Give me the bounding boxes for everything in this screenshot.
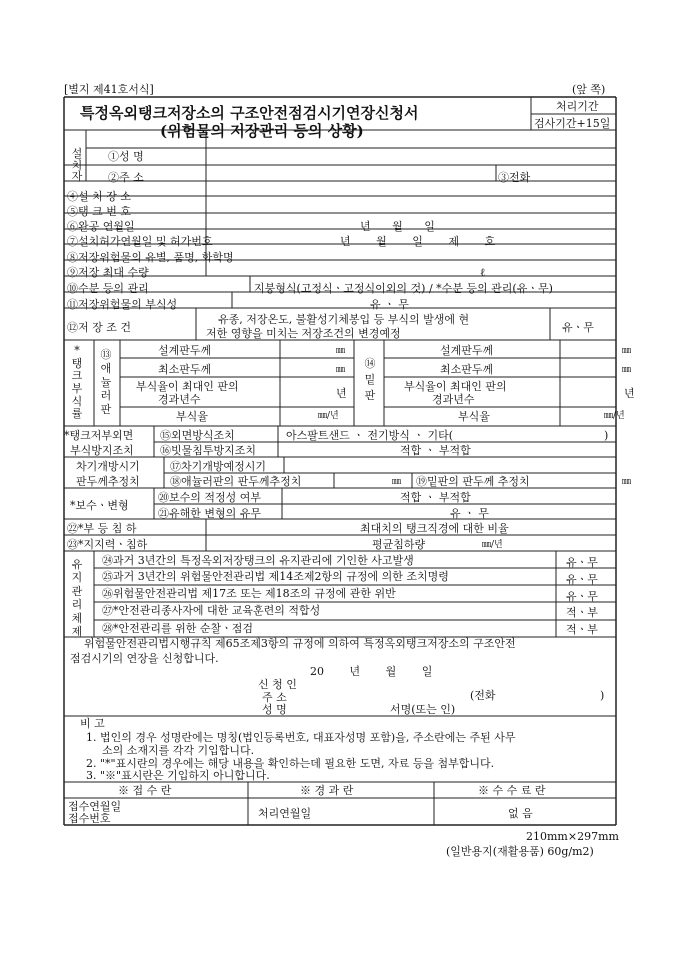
notes-title: 비 고 (80, 717, 105, 730)
phone-label: ③전화 (498, 171, 531, 184)
fee-section-label: ※ 수 수 료 란 (478, 784, 546, 797)
application-date: 20 년 월 일 (310, 665, 433, 678)
storage-conditions-text-1: 유종, 저장온도, 불활성기체봉입 등 부식의 발생에 현 (218, 313, 470, 326)
avg-settlement-label: 평균침하량 (372, 538, 426, 551)
external-anticorrosion-value: 아스팔트샌드 ㆍ 전기방식 ㆍ 기타( (286, 429, 454, 442)
bottom-min-unit: ㎜ (622, 365, 632, 375)
rainwater-prevention-value: 적합 ㆍ 부적합 (400, 444, 471, 457)
fee-value: 없 음 (508, 807, 533, 820)
receipt-section-label: ※ 접 수 란 (118, 784, 172, 797)
page-side: (앞 쪽) (572, 83, 606, 96)
bottom-corrosion-rate: 부식율 (458, 410, 490, 423)
mgmt-item-violation-value: 유ㆍ무 (566, 590, 598, 603)
bottom-years-unit: 년 (624, 387, 635, 400)
external-anticorrosion-label: ⑮외면방식조치 (160, 429, 235, 442)
signature-label: 서명(또는 인) (390, 703, 456, 716)
note-1-line-1: 1. 법인의 경우 성명란에는 명칭(법인등록번호, 대표자성명 포함)을, 주소란에는 주된 사무 (86, 731, 516, 744)
permit-label: ⑦설치허가연월일 및 허가번호 (67, 235, 213, 248)
maintenance-system-group: 유 지 관 리 체 제 (71, 558, 83, 639)
paper-size: 210mm×297mm (526, 830, 619, 843)
mgmt-item-patrol-value: 적ㆍ부 (566, 623, 598, 636)
avg-settlement-unit: ㎜/년 (482, 540, 503, 550)
storage-conditions-value: 유ㆍ무 (562, 321, 594, 334)
next-open-schedule-label: ⑰차기개방예정시기 (170, 460, 267, 473)
tank-number-label: ⑤탱 크 번 호 (67, 205, 131, 218)
annular-corrosion-rate: 부식율 (176, 410, 208, 423)
annular-design-unit: ㎜ (336, 346, 346, 356)
annular-plate-label: ⑬ 애 뉼 러 판 (100, 348, 112, 416)
bottom-max-rate-years-1: 부식율이 최대인 판의 (404, 380, 507, 393)
uneven-settlement-label: ㉒*부 등 침 하 (67, 522, 137, 535)
application-text-2: 점검시기의 연장을 신청합니다. (70, 652, 219, 665)
repair-deformation-group: *보수ㆍ변형 (70, 499, 129, 512)
note-1-line-2: 소의 소재지를 각각 기입합니다. (102, 744, 255, 757)
form-number: [별지 제41호서식] (64, 83, 154, 96)
moisture-mgmt-value: 지붕형식(고정식ㆍ고정식이외의 것) / *수분 등의 관리(유ㆍ무) (254, 282, 553, 295)
hazardous-class-label: ⑧저장위험물의 유별, 품명, 화학명 (67, 251, 234, 264)
mgmt-item-accident: ㉔과거 3년간의 특정옥외저장탱크의 유지관리에 기인한 사고발생 (102, 554, 414, 567)
address-label: ②주 소 (108, 171, 144, 184)
harmful-deformation-value: 유 ㆍ 무 (450, 507, 489, 520)
bearing-capacity-label: ㉓*지지력ㆍ침하 (67, 538, 148, 551)
next-inspection-group-2: 판두께추정치 (76, 475, 140, 488)
next-inspection-group-1: 차기개방시기 (76, 460, 140, 473)
external-protection-group-1: *탱크저부외면 (64, 429, 134, 442)
annular-rate-unit: ㎜/년 (318, 411, 339, 421)
note-2: 2. "*"표시란의 경우에는 해당 내용을 확인하는데 필요한 도면, 자료 등을 첨부합니다. (86, 757, 495, 770)
install-location-label: ④설 치 장 소 (67, 190, 131, 203)
installer-group-label: 설 치 자 (71, 147, 83, 184)
application-text-1: 위험물안전관리법시행규칙 제65조제3항의 규정에 의하여 특정옥외탱크저장소의 구조안전 (84, 637, 516, 650)
applicant-name-label: 성 명 (262, 703, 287, 716)
bottom-design-unit: ㎜ (622, 346, 632, 356)
progress-section-label: ※ 경 과 란 (300, 784, 354, 797)
mgmt-item-order-value: 유ㆍ무 (566, 573, 598, 586)
harmful-deformation-label: ㉑유해한 변형의 유무 (158, 507, 262, 520)
rainwater-prevention-label: ⑯빗물침투방지조치 (160, 444, 257, 457)
receipt-date-label: 접수연월일 (68, 800, 122, 813)
uneven-settlement-value: 최대치의 탱크직경에 대한 비율 (360, 522, 509, 535)
annular-max-rate-years-2: 경과년수 (158, 393, 201, 406)
receipt-number-label: 접수번호 (68, 812, 111, 825)
moisture-mgmt-label: ⑩수분 등의 관리 (67, 282, 149, 295)
note-3: 3. "※"표시란은 기입하지 아니합니다. (86, 769, 270, 782)
repair-adequacy-value: 적합 ㆍ 부적합 (400, 491, 471, 504)
annular-max-rate-years-1: 부식율이 최대인 판의 (136, 380, 239, 393)
paper-spec: (일반용지(재활용품) 60g/m2) (446, 845, 594, 858)
processing-period-value: 검사기간+15일 (534, 117, 611, 130)
mgmt-item-patrol: ㉘*안전관리를 위한 순찰ㆍ점검 (102, 622, 254, 635)
bottom-estimate-unit: ㎜ (622, 477, 632, 487)
name-label: ①성 명 (108, 150, 144, 163)
max-quantity-label: ⑨저장 최대 수량 (67, 266, 149, 279)
bottom-min-thickness: 최소판두께 (440, 363, 494, 376)
form-title: 특정옥외탱크저장소의 구조안전점검시기연장신청서 (80, 104, 419, 122)
quantity-unit: ℓ (480, 266, 486, 279)
mgmt-item-order: ㉕과거 3년간의 위험물안전관리법 제14조제2항의 규정에 의한 조치명령 (102, 570, 449, 583)
form-subtitle: (위험물의 저장관리 등의 상황) (160, 122, 364, 140)
bottom-max-rate-years-2: 경과년수 (432, 393, 475, 406)
storage-conditions-label: ⑫저 장 조 건 (67, 321, 131, 334)
applicant-label: 신 청 인 (258, 678, 297, 691)
corrosiveness-value: 유 ㆍ 무 (370, 298, 409, 311)
mgmt-item-violation: ㉖위험물안전관리법 제17조 또는 제18조의 규정에 관한 위반 (102, 587, 396, 600)
external-protection-group-2: 부식방지조치 (70, 444, 134, 457)
applicant-phone-label: (전화 (470, 689, 496, 702)
bottom-design-thickness: 설계판두께 (440, 344, 494, 357)
bottom-thickness-estimate-label: ⑲밑판의 판두께 추정치 (416, 475, 530, 488)
mgmt-item-accident-value: 유ㆍ무 (566, 556, 598, 569)
mgmt-item-training-value: 적ㆍ부 (566, 606, 598, 619)
processing-period-label: 처리기간 (556, 100, 599, 113)
annular-min-thickness: 최소판두께 (158, 363, 212, 376)
bottom-rate-unit: ㎜/년 (604, 411, 625, 421)
processing-date-label: 처리연월일 (258, 807, 312, 820)
mgmt-item-training: ㉗*안전관리종사자에 대한 교육훈련의 적합성 (102, 604, 321, 617)
corrosiveness-label: ⑪저장위험물의 부식성 (67, 298, 178, 311)
bottom-plate-label: ⑭ 밑 판 (364, 357, 376, 402)
completion-date-value: 년 월 일 (360, 220, 435, 233)
applicant-phone-close: ) (600, 689, 605, 702)
annular-years-unit: 년 (336, 387, 347, 400)
external-anticorrosion-close: ) (604, 429, 609, 442)
annular-min-unit: ㎜ (336, 365, 346, 375)
tank-corrosion-group-label: * 탱 크 부 식 률 (71, 344, 83, 421)
completion-date-label: ⑥완공 연월일 (67, 220, 135, 233)
annular-thickness-estimate-label: ⑱애뉼러판의 판두께추정치 (170, 475, 302, 488)
repair-adequacy-label: ⑳보수의 적정성 여부 (158, 491, 262, 504)
permit-value: 년 월 일 제 호 (340, 235, 496, 248)
storage-conditions-text-2: 저한 영향을 미치는 저장조건의 변경예정 (206, 327, 401, 340)
annular-design-thickness: 설계판두께 (158, 344, 212, 357)
annular-estimate-unit: ㎜ (392, 477, 402, 487)
applicant-address-label: 주 소 (262, 691, 287, 704)
